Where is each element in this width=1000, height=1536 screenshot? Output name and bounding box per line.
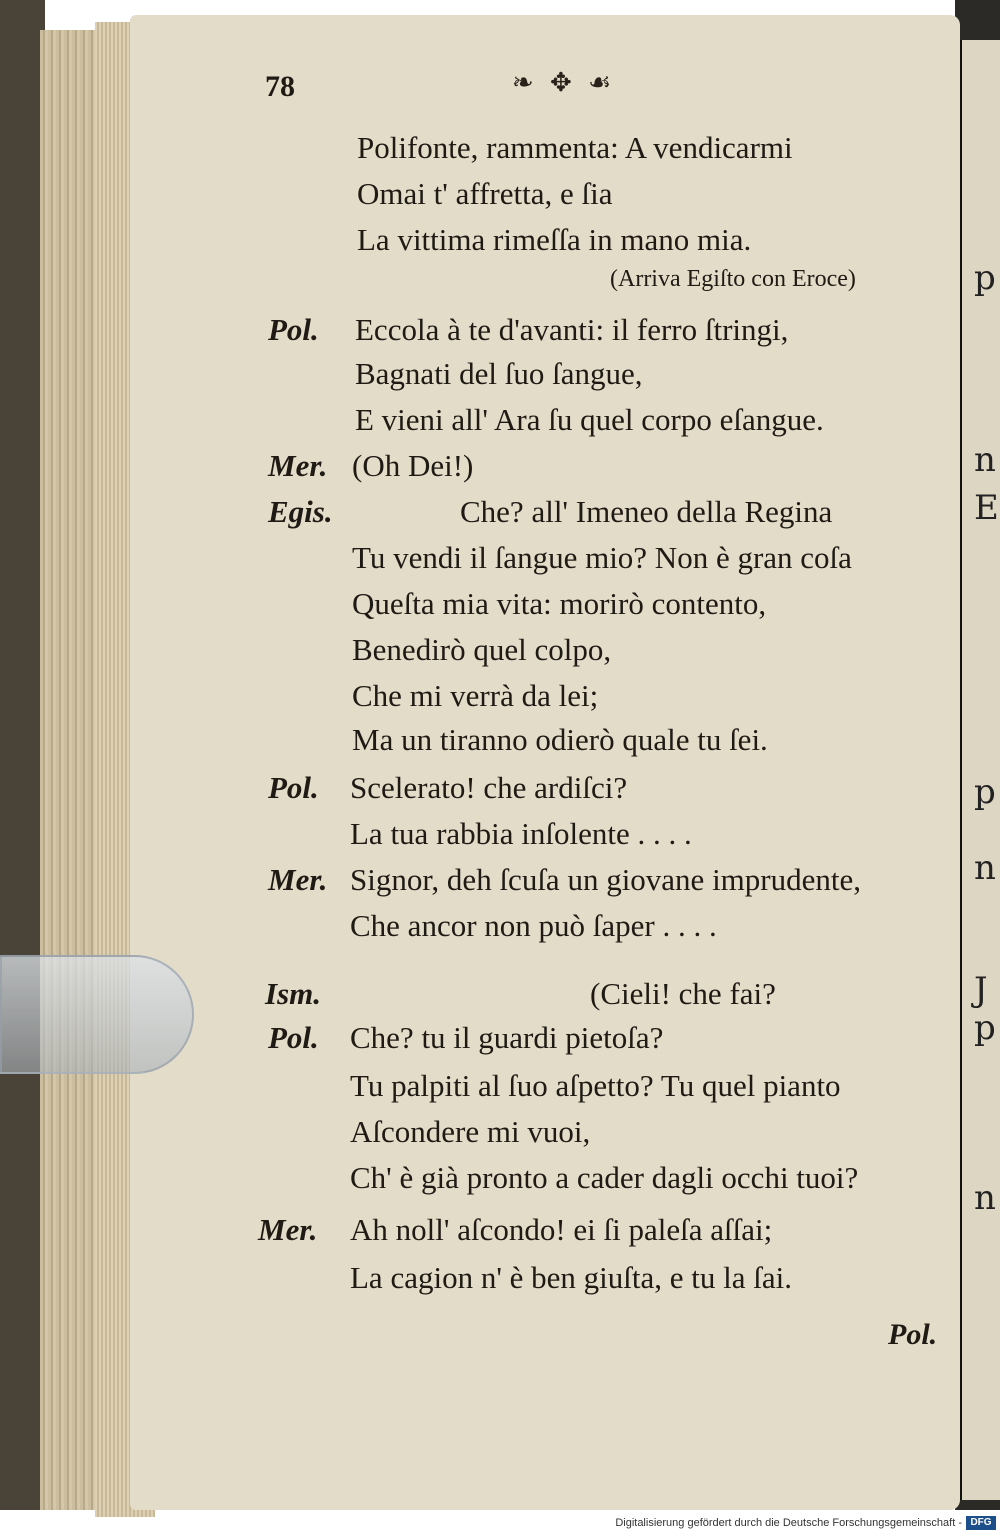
verse-line: Tu palpiti al ſuo aſpetto? Tu quel pianto [350,1068,841,1103]
speaker-label: Egis. [268,494,333,529]
speaker-label: Pol. [268,770,319,805]
verse-line: (Cieli! che fai? [590,976,776,1011]
book-clip [0,955,194,1074]
verse-line: (Oh Dei!) [352,448,474,483]
verse-line: Signor, deh ſcuſa un giovane imprudente, [350,862,862,897]
facing-letter: n [974,440,996,480]
catchword: Pol. [888,1318,938,1351]
verse-line: (Arriva Egiſto con Eroce) [610,266,856,292]
facing-letter: n [974,1178,996,1218]
facing-letter: p [974,772,996,812]
verse-line: Polifonte, rammenta: A vendicarmi [357,130,793,165]
verse-line: Tu vendi il ſangue mio? Non è gran coſa [352,540,852,575]
page-number: 78 [265,70,295,103]
verse-line: E vieni all' Ara ſu quel corpo eſangue. [355,402,824,437]
speaker-label: Ism. [265,976,321,1011]
verse-line: Ch' è già pronto a cader dagli occhi tuoi? [350,1160,859,1195]
speaker-label: Mer. [258,1212,318,1247]
digitization-credit: Digitalisierung gefördert durch die Deutsche Forschungsgemeinschaft - [615,1517,962,1529]
book-edge-dark [0,0,45,1510]
verse-line: Scelerato! che ardiſci? [350,770,628,805]
facing-letter: p [974,258,996,298]
speaker-label: Mer. [268,862,328,897]
verse-line: Eccola à te d'avanti: il ferro ſtringi, [355,312,789,347]
facing-letter: p [974,1008,996,1048]
facing-letter: n [974,848,996,888]
verse-line: Che ancor non può ſaper . . . . [350,908,717,943]
verse-line: Che mi verrà da lei; [352,678,599,713]
verse-line: La tua rabbia inſolente . . . . [350,816,692,851]
speaker-label: Mer. [268,448,328,483]
dfg-logo: DFG [966,1516,996,1530]
facing-letter: J [974,970,988,1010]
verse-line: La vittima rimeſſa in mano mia. [357,222,752,257]
verse-line: La cagion n' è ben giuſta, e tu la ſai. [350,1260,793,1295]
speaker-label: Pol. [268,1020,319,1055]
verse-line: Queſta mia vita: morirò contento, [352,586,767,621]
verse-line: Che? all' Imeneo della Regina [460,494,833,529]
verse-line: Ma un tiranno odierò quale tu ſei. [352,722,768,757]
facing-letter: E [974,488,999,528]
verse-line: Aſcondere mi vuoi, [350,1114,591,1149]
verse-line: Bagnati del ſuo ſangue, [355,356,643,391]
verse-line: Benedirò quel colpo, [352,632,612,667]
facing-page-letters [968,0,1000,1536]
verse-line: Omai t' affretta, e ſia [357,176,613,211]
header-ornament: ❧ ✥ ☙ [512,68,616,98]
speaker-label: Pol. [268,312,319,347]
verse-line: Ah noll' aſcondo! ei ſi paleſa aſſai; [350,1212,773,1247]
verse-line: Che? tu il guardi pietoſa? [350,1020,664,1055]
